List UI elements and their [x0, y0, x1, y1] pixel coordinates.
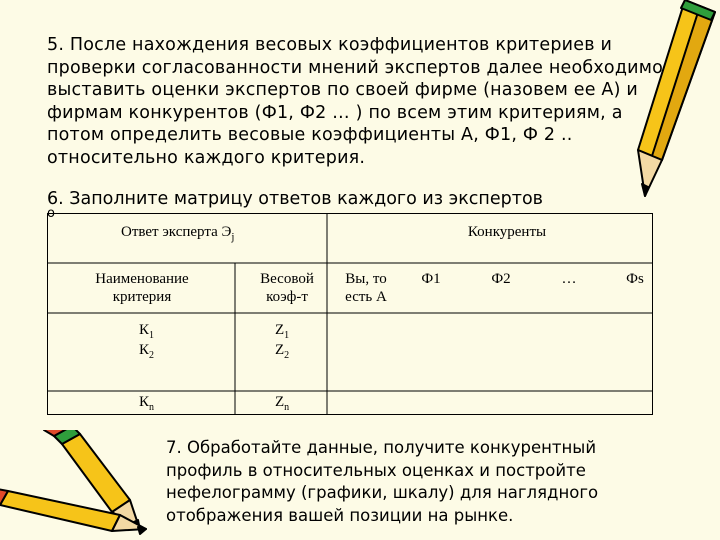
answer-header: Ответ эксперта $Э_j$	[121, 224, 235, 243]
col-fs-header: Фs	[626, 271, 644, 287]
col-dots-header: …	[561, 271, 577, 287]
col-criterion-header: Наименование критерия	[95, 271, 189, 305]
col-f1-header: Ф1	[421, 271, 441, 287]
row-n-criterion: $К_n$	[139, 394, 155, 413]
competitors-header: Конкуренты	[467, 224, 547, 240]
row-2-criterion: $К_2$	[139, 342, 155, 361]
item-6-text: 6. Заполните матрицу ответов каждого из экспертов	[47, 189, 543, 209]
item-6-trail: о	[47, 206, 55, 221]
col-you-header: Вы, то есть А	[345, 271, 387, 305]
pencil-icon	[590, 0, 720, 200]
pencil-icon	[0, 455, 150, 540]
item-5-text: 5. После нахождения весовых коэффициентов критериев и проверки согласованности мнений экспертов далее необходимо выставить оценки экспертов по своей фирме (назовем ее А) и фирмам конкурентов (Ф1, Ф2 … ) по всем этим критериям, а потом определить весовые коэффициенты А, Ф1, Ф 2 .. относительно каждого критерия.	[47, 35, 663, 168]
row-1-criterion: $К_1$	[139, 322, 155, 341]
col-f2-header: Ф2	[491, 271, 511, 287]
expert-answer-matrix	[47, 213, 653, 415]
col-weight-header: Весовой коэф-т	[260, 271, 314, 305]
item-7-text: 7. Обработайте данные, получите конкурентный профиль в относительных оценках и постройте нефелограмму (графики, шкалу) для наглядного отображения вашей позиции на рынке.	[166, 438, 599, 525]
row-n-weight: $Z_n$	[275, 394, 290, 413]
row-1-weight: $Z_1$	[275, 322, 290, 341]
row-2-weight: $Z_2$	[275, 342, 290, 361]
